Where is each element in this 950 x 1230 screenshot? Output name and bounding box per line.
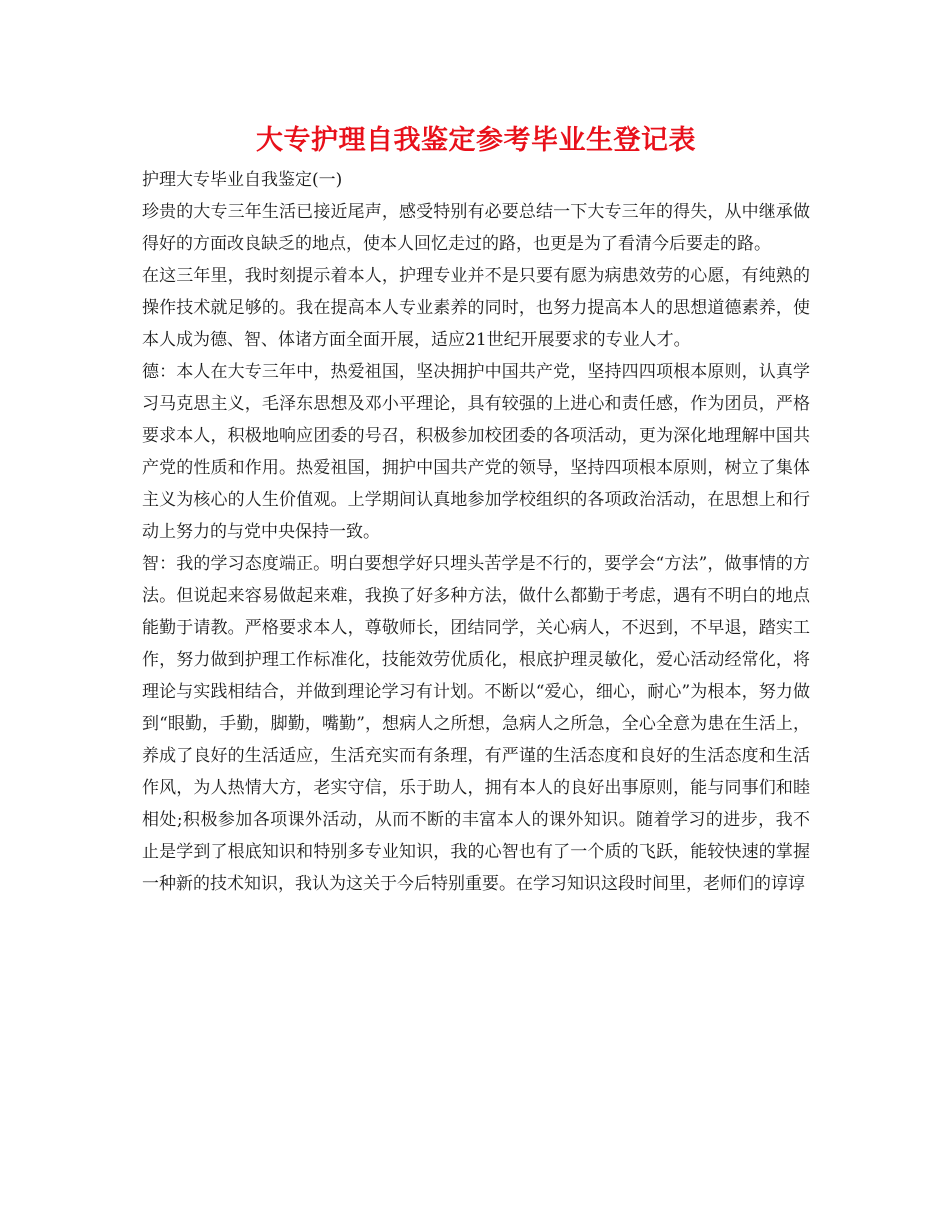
paragraph-intellect: 智：我的学习态度端正。明白要想学好只埋头苦学是不行的，要学会“方法”，做事情的方法。但说起来容易做起来难，我换了好多种方法，做什么都勤于考虑，遇有不明白的地点能勤于请教。严格要求本人，尊敬师长，团结同学，关心病人，不迟到，不早退，踏实工作，努力做到护理工作标准化，技能效劳优质化，根底护理灵敏化，爱心活动经常化，将理论与实践相结合，并做到理论学习有计划。不断以“爱心，细心，耐心”为根本，努力做到“眼勤，手勤，脚勤，嘴勤”，想病人之所想，急病人之所急，全心全意为患在生活上，养成了良好的生活适应，生活充实而有条理，有严谨的生活态度和良好的生活态度和生活作风，为人热情大方，老实守信，乐于助人，拥有本人的良好出事原则，能与同事们和睦相处;积极参加各项课外活动，从而不断的丰富本人的课外知识。随着学习的进步，我不止是学到了根底知识和特别多专业知识，我的心智也有了一个质的飞跃，能较快速的掌握一种新的技术知识，我认为这关于今后特别重要。在学习知识这段时间里，老师们的谆谆 [142,554,810,894]
document-page [142,120,810,900]
document-title: 大专护理自我鉴定参考毕业生登记表 [256,125,696,156]
paragraph-intro: 珍贵的大专三年生活已接近尾声，感受特别有必要总结一下大专三年的得失，从中继承做得好的方面改良缺乏的地点，使本人回忆走过的路，也更是为了看清今后要走的路。 [142,202,810,254]
document-subtitle: 护理大专毕业自我鉴定(一) [142,170,343,190]
paragraph-morality: 德：本人在大专三年中，热爱祖国，坚决拥护中国共产党，坚持四四项根本原则，认真学习马克思主义，毛泽东思想及邓小平理论，具有较强的上进心和责任感，作为团员，严格要求本人，积极地响应团委的号召，积极参加校团委的各项活动，更为深化地理解中国共产党的性质和作用。热爱祖国，拥护中国共产党的领导，坚持四项根本原则，树立了集体主义为核心的人生价值观。上学期间认真地参加学校组织的各项政治活动，在思想上和行动上努力的与党中央保持一致。 [142,362,810,542]
paragraph-overview: 在这三年里，我时刻提示着本人，护理专业并不是只要有愿为病患效劳的心愿，有纯熟的操作技术就足够的。我在提高本人专业素养的同时，也努力提高本人的思想道德素养，使本人成为德、智、体诸方面全面开展，适应21世纪开展要求的专业人才。 [142,266,810,350]
